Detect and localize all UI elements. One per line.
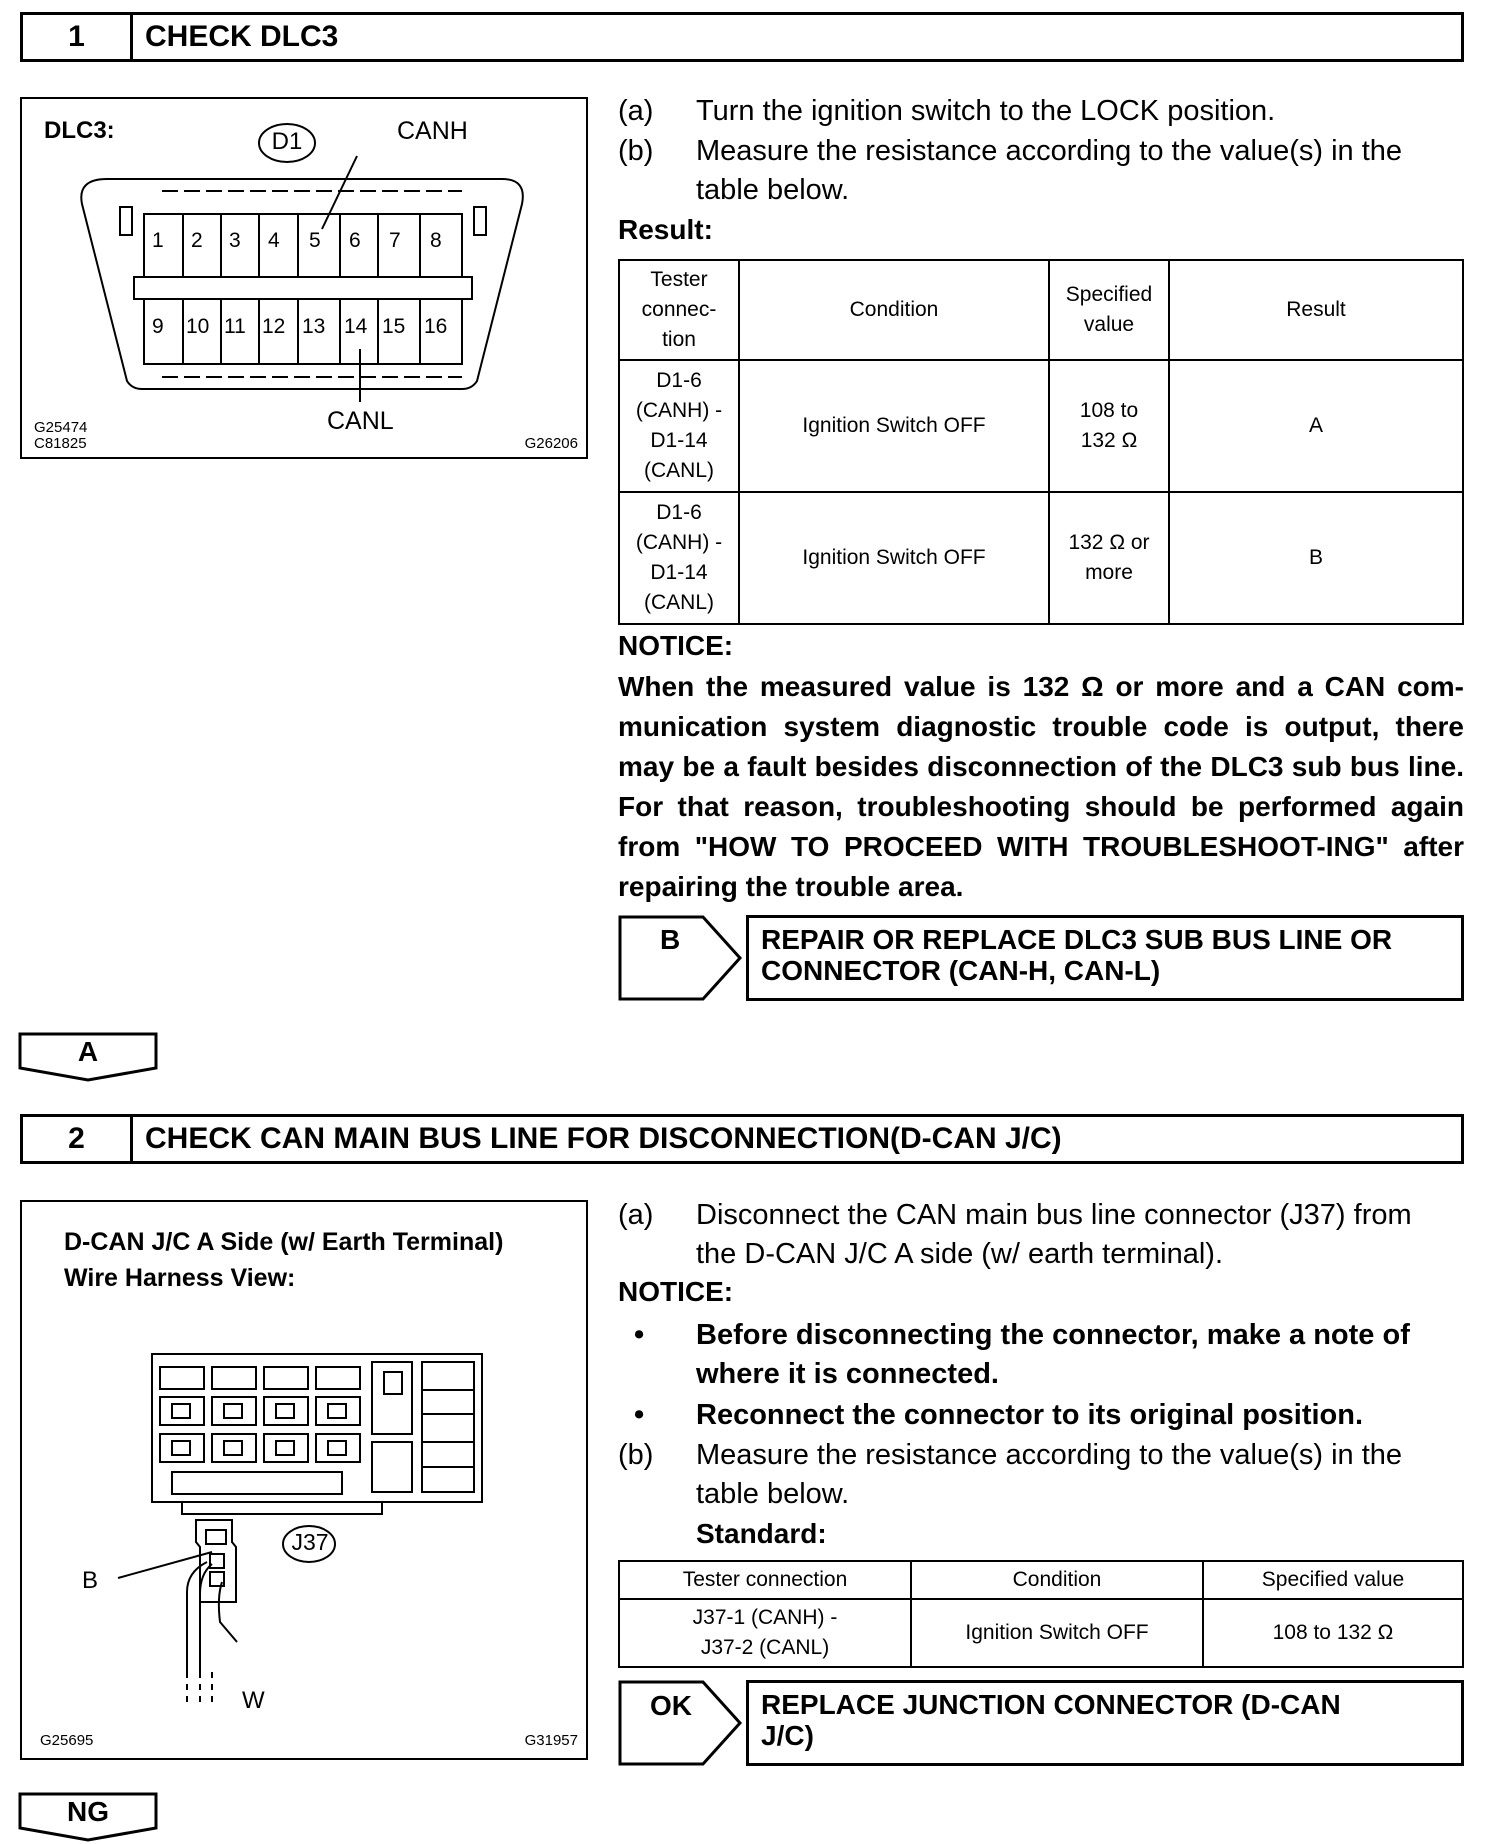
step2-number: 2 xyxy=(23,1117,133,1161)
step1-instruction-b xyxy=(618,132,1464,212)
pin: 8 xyxy=(430,229,442,252)
cell-condition: Ignition Switch OFF xyxy=(911,1599,1203,1667)
cell-spec: 108 to 132 Ω xyxy=(1203,1599,1463,1667)
instruction-label: (b) xyxy=(618,1439,654,1471)
header-tester xyxy=(619,260,739,360)
table-row xyxy=(619,1599,1463,1667)
header-text: Specified xyxy=(1065,283,1153,306)
canl-label: CANL xyxy=(327,407,394,435)
instruction-text: the D-CAN J/C A side (w/ earth terminal). xyxy=(696,1238,1223,1270)
dcan-connector-drawing xyxy=(22,1202,586,1758)
b-tag-arrow xyxy=(618,915,744,1001)
cell-text: (CANH) - xyxy=(635,399,723,422)
standard-label: Standard: xyxy=(696,1518,827,1549)
table-row xyxy=(619,492,1463,624)
cell-text: 132 Ω or xyxy=(1068,531,1150,554)
step2-instruction-a xyxy=(618,1196,1464,1276)
cell-text: D1-6 xyxy=(656,501,702,524)
pin: 9 xyxy=(152,315,164,338)
cell-text: (CANL) xyxy=(643,591,714,614)
cell-result: A xyxy=(1169,360,1463,492)
instruction-text: Measure the resistance according to the value(s) in the xyxy=(696,1439,1403,1471)
pin: 4 xyxy=(268,229,280,252)
bullet-text: Before disconnecting the connector, make a note of xyxy=(696,1319,1410,1351)
cell-condition: Ignition Switch OFF xyxy=(739,492,1049,624)
cell-text: J37-2 (CANL) xyxy=(700,1636,830,1659)
b-result-box xyxy=(746,915,1464,1001)
ng-tag-label: NG xyxy=(67,1796,109,1827)
pin: 6 xyxy=(349,229,361,252)
bullet-text: Reconnect the connector to its original position. xyxy=(696,1399,1364,1431)
cell-text: D1-14 xyxy=(650,561,708,584)
notice-title: NOTICE: xyxy=(618,630,734,661)
pin: 5 xyxy=(309,229,321,252)
table-header-row xyxy=(619,260,1463,360)
j37-connector-id: J37 xyxy=(291,1529,329,1555)
bullet-dot: • xyxy=(634,1399,645,1431)
step1-header xyxy=(20,12,1464,62)
cell-spec xyxy=(1049,360,1169,492)
cell-text: D1-14 xyxy=(650,429,708,452)
pin: 7 xyxy=(389,229,401,252)
notice-title: NOTICE: xyxy=(618,1276,734,1307)
cell-text: J37-1 (CANH) - xyxy=(692,1606,838,1629)
figure-title: D-CAN J/C A Side (w/ Earth Terminal) xyxy=(64,1228,504,1256)
notice-bullet xyxy=(618,1316,1464,1396)
header-tester: Tester connection xyxy=(619,1561,911,1599)
b-tag-label: B xyxy=(660,924,681,955)
instruction-text: table below. xyxy=(696,174,850,206)
notice-bullet xyxy=(618,1396,1464,1436)
pin: 3 xyxy=(229,229,241,252)
table-row xyxy=(619,360,1463,492)
pin: 11 xyxy=(224,315,246,338)
pin: 16 xyxy=(424,315,448,338)
bullet-dot: • xyxy=(634,1319,645,1351)
figure-code: G25474 xyxy=(34,419,88,436)
instruction-label: (a) xyxy=(618,1199,654,1231)
result-line: CONNECTOR (CAN-H, CAN-L) xyxy=(761,955,1161,986)
header-text: tion xyxy=(662,328,696,351)
instruction-label: (a) xyxy=(618,95,654,127)
step1-instruction-a xyxy=(618,92,1464,132)
step1-title: CHECK DLC3 xyxy=(145,20,339,53)
notice-text: When the measured value is 132 Ω or more and a CAN com-munication system diagnostic trouble code is output, there may be a fault besides disconnection of the DLC3 sub bus line. For that reason, troubleshooting should be performed again from "HOW TO PROCEED WITH TROUBLESHOOT-ING" after repairing the trouble area. xyxy=(618,671,1464,902)
cell-text: 108 to xyxy=(1079,399,1139,422)
cell-text: (CANH) - xyxy=(635,531,723,554)
cell-result: B xyxy=(1169,492,1463,624)
header-result: Result xyxy=(1169,260,1463,360)
pin: 13 xyxy=(302,315,326,338)
pins-top-row xyxy=(144,229,462,259)
figure-code: G31957 xyxy=(524,1732,578,1749)
cell-tester xyxy=(619,360,739,492)
instruction-text: table below. xyxy=(696,1478,850,1510)
header-spec: Specified value xyxy=(1203,1561,1463,1599)
header-condition: Condition xyxy=(911,1561,1203,1599)
cell-spec xyxy=(1049,492,1169,624)
figure-code: G26206 xyxy=(524,435,578,452)
pin: 2 xyxy=(191,229,203,252)
pin: 12 xyxy=(262,315,286,338)
figure-code: C81825 xyxy=(34,435,87,452)
result-line: REPLACE JUNCTION CONNECTOR (D-CAN xyxy=(761,1689,1341,1720)
instruction-text: Turn the ignition switch to the LOCK position. xyxy=(696,95,1276,127)
step2-title: CHECK CAN MAIN BUS LINE FOR DISCONNECTION(D-CAN J/C) xyxy=(145,1122,1062,1155)
figure-code: G25695 xyxy=(40,1732,94,1749)
d1-connector-id: D1 xyxy=(271,128,303,155)
bullet-text: where it is connected. xyxy=(696,1358,999,1390)
instruction-label: (b) xyxy=(618,135,654,167)
header-text: Tester xyxy=(650,268,708,291)
pin: 14 xyxy=(344,315,368,338)
canh-label: CANH xyxy=(397,117,468,145)
cell-text: 132 Ω xyxy=(1080,429,1138,452)
pin: 1 xyxy=(152,229,164,252)
ok-result-box xyxy=(746,1680,1464,1766)
step1-number: 1 xyxy=(23,15,133,59)
header-text: value xyxy=(1083,313,1135,336)
result-line: J/C) xyxy=(761,1720,814,1751)
header-condition: Condition xyxy=(739,260,1049,360)
step2-instruction-b xyxy=(618,1436,1464,1516)
a-tag-label: A xyxy=(77,1036,99,1067)
cell-text: D1-6 xyxy=(656,369,702,392)
table-header-row xyxy=(619,1561,1463,1599)
ok-tag-label: OK xyxy=(650,1690,692,1721)
cell-text: (CANL) xyxy=(643,459,714,482)
figure-title: Wire Harness View: xyxy=(64,1264,296,1292)
pin: 15 xyxy=(382,315,406,338)
result-line: REPAIR OR REPLACE DLC3 SUB BUS LINE OR xyxy=(761,924,1393,955)
result-table xyxy=(618,259,1464,625)
step2-header xyxy=(20,1114,1464,1164)
cell-text: more xyxy=(1085,561,1133,584)
cell-tester xyxy=(619,1599,911,1667)
header-text: connec- xyxy=(641,298,717,321)
cell-tester xyxy=(619,492,739,624)
b-wire-label: B xyxy=(82,1567,99,1594)
dlc3-label: DLC3: xyxy=(44,117,115,144)
result-label: Result: xyxy=(618,214,713,245)
dcan-figure xyxy=(20,1200,588,1760)
instruction-text: Measure the resistance according to the value(s) in the xyxy=(696,135,1403,167)
w-wire-label: W xyxy=(242,1687,265,1714)
pin: 10 xyxy=(186,315,210,338)
standard-table xyxy=(618,1560,1464,1668)
cell-condition: Ignition Switch OFF xyxy=(739,360,1049,492)
dlc3-figure xyxy=(20,97,588,459)
pins-bottom-row xyxy=(144,315,462,345)
header-spec xyxy=(1049,260,1169,360)
instruction-text: Disconnect the CAN main bus line connector (J37) from xyxy=(696,1199,1412,1231)
